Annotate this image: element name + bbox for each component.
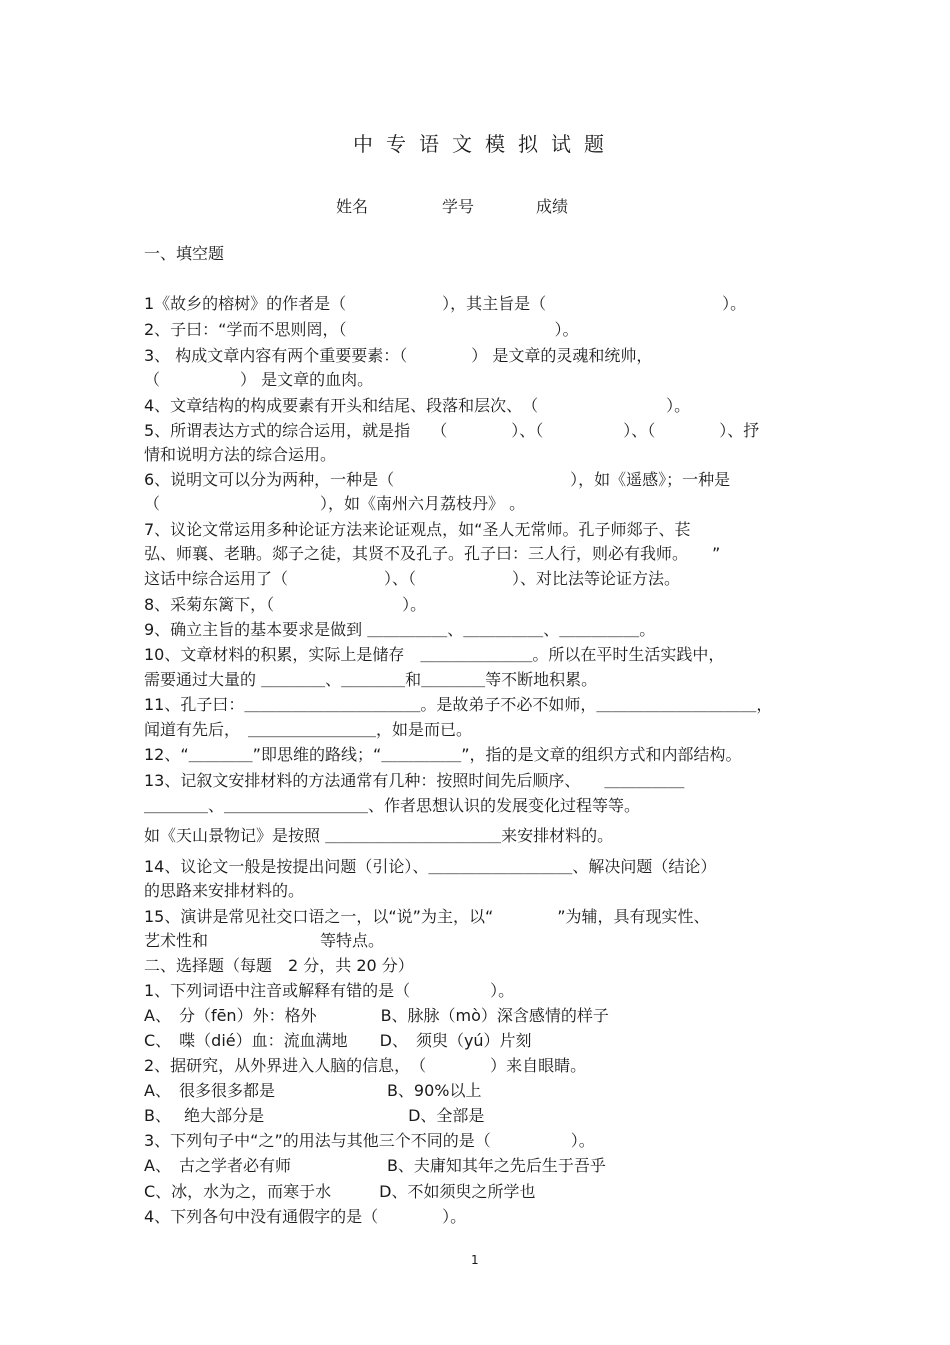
question-line: 这话中综合运用了（ ）、（ ）、对比法等论证方法。 xyxy=(144,569,681,588)
question-line: ＿＿＿＿、＿＿＿＿＿＿＿＿＿、作者思想认识的发展变化过程等等。 xyxy=(144,796,641,815)
student-number-label: 学号 xyxy=(442,197,475,216)
question-line: 8、采菊东篱下，（ ）。 xyxy=(144,595,427,614)
question-line: 6、说明文可以分为两种，一种是（ ），如《遥感》；一种是 xyxy=(144,470,731,489)
question-line: 11、孔子曰：＿＿＿＿＿＿＿＿＿＿＿。是故弟子不必不如师，＿＿＿＿＿＿＿＿＿＿， xyxy=(144,695,773,714)
question-line: 2、据研究，从外界进入人脑的信息， （ ）来自眼睛。 xyxy=(144,1056,587,1075)
question-line: 情和说明方法的综合运用。 xyxy=(144,445,337,464)
option-line: C、 喋（dié）血：流血满地 D、 须臾（yú）片刻 xyxy=(144,1031,532,1050)
question-line: 9、确立主旨的基本要求是做到 ＿＿＿＿＿、＿＿＿＿＿、＿＿＿＿＿。 xyxy=(144,620,656,639)
question-line: 1、下列词语中注音或解释有错的是（ ）。 xyxy=(144,981,515,1000)
name-label: 姓名 xyxy=(336,197,369,216)
question-line: 14、议论文一般是按提出问题（引论）、＿＿＿＿＿＿＿＿＿、解决问题（结论） xyxy=(144,857,717,876)
section-heading-multiple-choice: 二、选择题（每题 2 分，共 20 分） xyxy=(144,956,414,975)
question-line: 10、文章材料的积累，实际上是储存 ＿＿＿＿＿＿＿。所以在平时生活实践中， xyxy=(144,645,725,664)
section-heading-fill-in: 一、填空题 xyxy=(144,244,225,263)
question-line: 4、文章结构的构成要素有开头和结尾、段落和层次、 （ ）。 xyxy=(144,396,691,415)
page-number: 1 xyxy=(471,1253,479,1267)
option-line: B、 绝大部分是 D、全部是 xyxy=(144,1106,485,1125)
question-line: 1《故乡的榕树》的作者是（ ），其主旨是（ ）。 xyxy=(144,294,747,313)
question-line: 弘、师襄、老聃。郯子之徒，其贤不及孔子。孔子曰：三人行，则必有我师。 ” xyxy=(144,544,721,563)
question-line: 5、所谓表达方式的综合运用，就是指 （ ）、（ ）、（ ）、抒 xyxy=(144,421,760,440)
question-line: 12、“＿＿＿＿”即思维的路线；“＿＿＿＿＿”，指的是文章的组织方式和内部结构。 xyxy=(144,745,742,764)
question-line: 艺术性和 等特点。 xyxy=(144,931,385,950)
question-line: 15、演讲是常见社交口语之一，以“说”为主，以“ ”为辅，具有现实性、 xyxy=(144,907,710,926)
question-line: 13、记叙文安排材料的方法通常有几种：按照时间先后顺序、 ＿＿＿＿＿ xyxy=(144,771,685,790)
question-line: 需要通过大量的 ＿＿＿＿、＿＿＿＿和＿＿＿＿等不断地积累。 xyxy=(144,670,598,689)
question-line: 2、子曰：“学而不思则罔，（ ）。 xyxy=(144,320,579,339)
question-line: （ ） 是文章的血肉。 xyxy=(144,370,374,389)
question-line: 4、下列各句中没有通假字的是（ ）。 xyxy=(144,1207,467,1226)
score-label: 成绩 xyxy=(536,197,569,216)
document-title: 中专语文模拟试题 xyxy=(353,132,617,156)
question-line: （ ），如《南州六月荔枝丹》 。 xyxy=(144,494,526,513)
option-line: A、 古之学者必有师 B、夫庸知其年之先后生于吾乎 xyxy=(144,1156,606,1175)
option-line: A、 分（fēn）外：格外 B、脉脉（mò）深含感情的样子 xyxy=(144,1006,609,1025)
question-line: 7、议论文常运用多种论证方法来论证观点，如“圣人无常师。孔子师郯子、苌 xyxy=(144,520,691,539)
question-line: 如《天山景物记》是按照 ＿＿＿＿＿＿＿＿＿＿＿来安排材料的。 xyxy=(144,826,614,845)
option-line: C、冰，水为之，而寒于水 D、不如须臾之所学也 xyxy=(144,1182,536,1201)
question-line: 闻道有先后， ＿＿＿＿＿＿＿＿，如是而已。 xyxy=(144,720,473,739)
question-line: 3、 构成文章内容有两个重要要素：（ ） 是文章的灵魂和统帅， xyxy=(144,346,653,365)
question-line: 3、下列句子中“之”的用法与其他三个不同的是（ ）。 xyxy=(144,1131,595,1150)
question-line: 的思路来安排材料的。 xyxy=(144,881,305,900)
option-line: A、 很多很多都是 B、90%以上 xyxy=(144,1081,482,1100)
